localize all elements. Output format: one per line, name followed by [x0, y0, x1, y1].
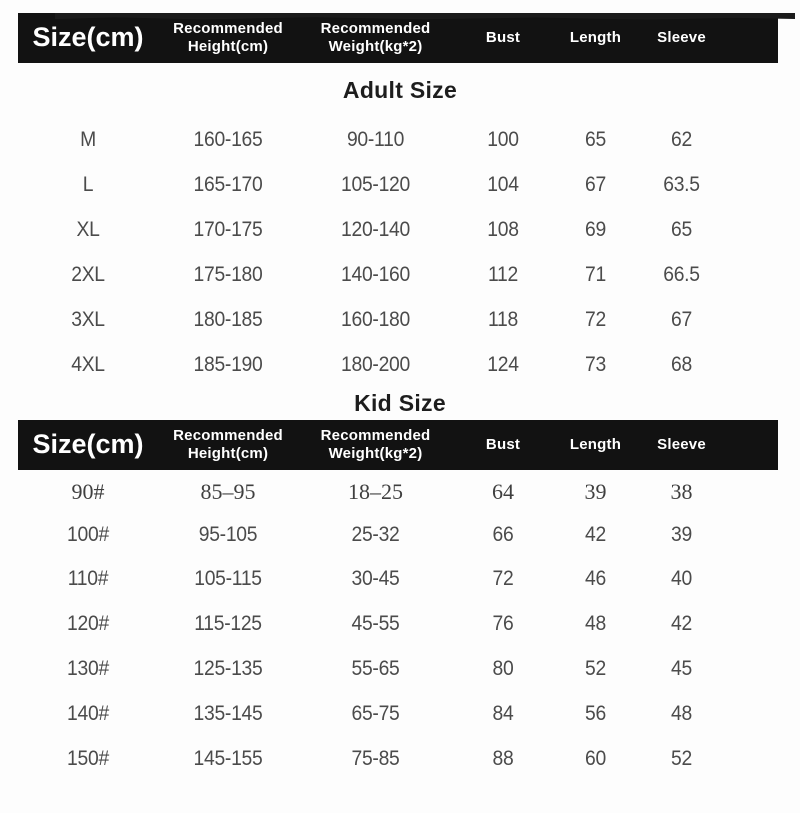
cell: 4XL	[71, 352, 105, 376]
cell: 39	[584, 479, 607, 504]
cell: 52	[671, 746, 692, 770]
table-row	[18, 342, 725, 387]
cell: 120#	[67, 611, 109, 635]
column-header-size: Size(cm)	[32, 429, 144, 460]
column-header-height: Recommended Height(cm)	[173, 20, 283, 55]
cell: 65-75	[351, 701, 400, 725]
cell: 56	[585, 701, 606, 725]
cell: 18–25	[348, 479, 403, 504]
cell: 160-165	[193, 127, 263, 151]
cell: 180-200	[341, 352, 410, 376]
cell: 72	[492, 566, 514, 590]
cell: 165-170	[193, 172, 263, 196]
cell: 180-185	[193, 307, 263, 331]
cell: 130#	[67, 656, 109, 680]
cell: 112	[488, 262, 518, 286]
cell: 66	[492, 523, 514, 546]
table-row	[18, 736, 725, 781]
cell: 55-65	[351, 656, 400, 680]
table-row	[18, 252, 725, 297]
cell: 105-120	[341, 172, 410, 196]
column-header-length: Length	[569, 29, 622, 47]
cell: 63.5	[663, 172, 700, 196]
column-header-sleeve: Sleeve	[657, 436, 706, 454]
table-row	[18, 601, 725, 646]
cell: 115-125	[194, 611, 262, 635]
cell: 105-115	[194, 566, 262, 590]
column-header-weight: Recommended Weight(kg*2)	[320, 20, 431, 55]
column-header-bust: Bust	[485, 29, 521, 47]
column-header-weight: Recommended Weight(kg*2)	[320, 427, 431, 462]
cell: 39	[671, 523, 692, 546]
cell: 66.5	[663, 262, 700, 286]
column-header-length: Length	[569, 436, 622, 454]
cell: 60	[585, 746, 606, 770]
cell: 48	[585, 611, 606, 635]
cell: 65	[671, 217, 692, 241]
cell: 62	[671, 127, 692, 151]
cell: 52	[585, 656, 606, 680]
cell: 108	[487, 217, 519, 241]
cell: 40	[671, 566, 692, 590]
cell: 64	[492, 479, 514, 504]
cell: 72	[585, 307, 606, 331]
cell: 95-105	[198, 523, 258, 546]
cell: 38	[670, 479, 693, 504]
table-row	[18, 646, 725, 691]
cell: 46	[585, 566, 606, 590]
cell: 185-190	[193, 352, 263, 376]
cell: 80	[492, 656, 514, 680]
cell: 88	[492, 746, 514, 770]
cell: 118	[488, 307, 518, 331]
cell: 73	[585, 352, 606, 376]
cell: 100#	[67, 523, 109, 546]
cell: 104	[487, 172, 519, 196]
cell: 140#	[67, 701, 109, 725]
adult-header-row	[18, 13, 778, 63]
size-chart-page	[0, 13, 800, 813]
table-row	[18, 691, 725, 736]
cell: 175-180	[193, 262, 263, 286]
table-row	[18, 117, 725, 162]
cell: 45-55	[351, 611, 400, 635]
table-row	[18, 514, 725, 556]
cell: 140-160	[341, 262, 410, 286]
cell: 100	[487, 127, 519, 151]
cell: 150#	[67, 746, 109, 770]
section-title-adult: Adult Size	[342, 76, 458, 103]
cell: 110#	[67, 566, 109, 590]
cell: 85–95	[200, 479, 256, 504]
cell: 75-85	[351, 746, 400, 770]
cell: 2XL	[71, 262, 105, 286]
cell: 84	[492, 701, 514, 725]
kid-size-table	[18, 470, 778, 781]
table-row	[18, 556, 725, 601]
cell: 42	[585, 523, 606, 546]
cell: 65	[585, 127, 606, 151]
cell: 30-45	[351, 566, 400, 590]
column-header-sleeve: Sleeve	[657, 29, 706, 47]
cell: XL	[76, 217, 100, 241]
cell: L	[82, 172, 94, 196]
kid-header-row	[18, 420, 778, 470]
cell: 170-175	[193, 217, 263, 241]
table-row	[18, 162, 725, 207]
cell: 67	[671, 307, 692, 331]
cell: M	[80, 127, 96, 151]
cell: 76	[492, 611, 514, 635]
cell: 145-155	[193, 746, 263, 770]
section-title-kid: Kid Size	[354, 390, 446, 416]
cell: 48	[671, 701, 692, 725]
table-row	[18, 297, 725, 342]
cell: 69	[585, 217, 606, 241]
cell: 124	[487, 352, 519, 376]
column-header-size: Size(cm)	[32, 22, 144, 53]
cell: 120-140	[341, 217, 410, 241]
adult-size-table	[18, 117, 778, 387]
cell: 25-32	[351, 523, 400, 546]
cell: 45	[671, 656, 692, 680]
column-header-height: Recommended Height(cm)	[173, 427, 283, 462]
cell: 90#	[71, 479, 105, 504]
cell: 3XL	[71, 307, 105, 331]
cell: 67	[585, 172, 606, 196]
cell: 125-135	[193, 656, 263, 680]
cell: 160-180	[341, 307, 410, 331]
cell: 68	[671, 352, 692, 376]
column-header-bust: Bust	[485, 436, 521, 454]
cell: 135-145	[193, 701, 263, 725]
cell: 71	[585, 262, 606, 286]
cell: 42	[671, 611, 692, 635]
table-row	[18, 207, 725, 252]
table-row	[18, 470, 725, 514]
cell: 90-110	[346, 127, 405, 151]
